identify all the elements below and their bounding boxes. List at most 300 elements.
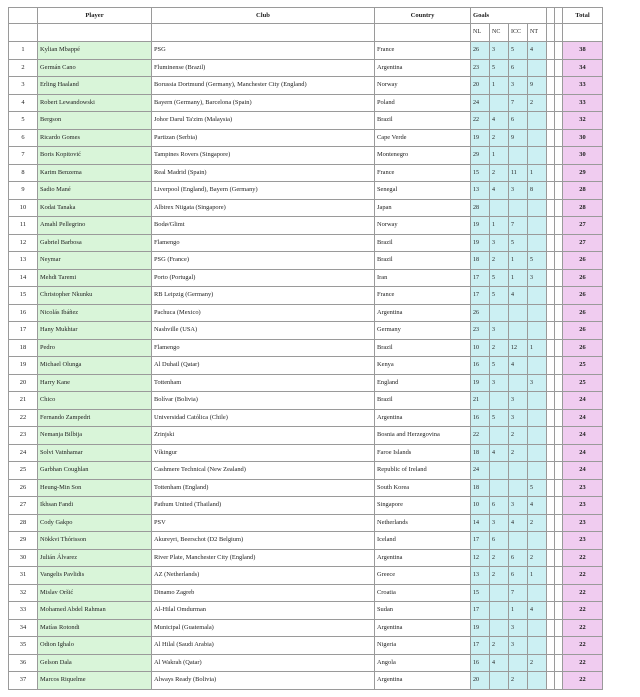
- rank-cell: 13: [9, 252, 38, 270]
- table-row: [9, 112, 603, 130]
- gap-cell: [555, 252, 563, 270]
- gap-cell: [547, 287, 555, 305]
- total-cell: 22: [563, 654, 603, 672]
- nc-cell: 3: [490, 374, 509, 392]
- table-row: [9, 199, 603, 217]
- total-cell: 22: [563, 549, 603, 567]
- icc-cell: 3: [509, 409, 528, 427]
- total-cell: 22: [563, 619, 603, 637]
- subheader-empty: [375, 24, 471, 42]
- gap-cell: [555, 42, 563, 60]
- nl-cell: 20: [471, 672, 490, 690]
- gap-cell: [555, 112, 563, 130]
- nt-cell: 3: [528, 374, 547, 392]
- nc-cell: [490, 304, 509, 322]
- icc-cell: 4: [509, 287, 528, 305]
- club-cell: Flamengo: [152, 339, 375, 357]
- gap-cell: [547, 42, 555, 60]
- nt-cell: [528, 427, 547, 445]
- gap-cell: [555, 304, 563, 322]
- player-cell: Christopher Nkunku: [38, 287, 152, 305]
- rank-cell: 21: [9, 392, 38, 410]
- nc-cell: 5: [490, 59, 509, 77]
- icc-cell: 2: [509, 672, 528, 690]
- player-cell: Solvi Vatnhamar: [38, 444, 152, 462]
- nl-cell: 15: [471, 584, 490, 602]
- icc-cell: 3: [509, 77, 528, 95]
- total-cell: 26: [563, 304, 603, 322]
- total-cell: 24: [563, 462, 603, 480]
- gap-header-1: [547, 8, 555, 24]
- club-cell: Liverpool (England), Bayern (Germany): [152, 182, 375, 200]
- rank-cell: 36: [9, 654, 38, 672]
- gap-cell: [547, 409, 555, 427]
- table-row: [9, 164, 603, 182]
- country-cell: France: [375, 164, 471, 182]
- nt-cell: [528, 532, 547, 550]
- gap-cell: [555, 549, 563, 567]
- icc-cell: 7: [509, 584, 528, 602]
- table-row: [9, 304, 603, 322]
- club-cell: Tampines Rovers (Singapore): [152, 147, 375, 165]
- country-cell: Brazil: [375, 392, 471, 410]
- icc-cell: 7: [509, 94, 528, 112]
- player-header: Player: [38, 8, 152, 24]
- nl-cell: 24: [471, 94, 490, 112]
- gap-cell: [555, 217, 563, 235]
- rank-cell: 4: [9, 94, 38, 112]
- table-row: [9, 444, 603, 462]
- nc-cell: 1: [490, 77, 509, 95]
- nl-cell: 19: [471, 374, 490, 392]
- nt-cell: 4: [528, 602, 547, 620]
- country-cell: Greece: [375, 567, 471, 585]
- total-cell: 24: [563, 427, 603, 445]
- rank-cell: 27: [9, 497, 38, 515]
- player-cell: Matías Rotondi: [38, 619, 152, 637]
- rank-cell: 28: [9, 514, 38, 532]
- country-cell: Senegal: [375, 182, 471, 200]
- rank-cell: 37: [9, 672, 38, 690]
- total-cell: 29: [563, 164, 603, 182]
- rank-header: [9, 8, 38, 24]
- rank-cell: 1: [9, 42, 38, 60]
- nl-cell: 13: [471, 182, 490, 200]
- nc-cell: 3: [490, 514, 509, 532]
- country-cell: Japan: [375, 199, 471, 217]
- rank-cell: 18: [9, 339, 38, 357]
- club-cell: Akureyri, Beerschot (D2 Belgium): [152, 532, 375, 550]
- icc-cell: [509, 462, 528, 480]
- rank-cell: 10: [9, 199, 38, 217]
- gap-cell: [555, 77, 563, 95]
- nt-cell: 1: [528, 164, 547, 182]
- gap-cell: [555, 427, 563, 445]
- table-row: [9, 269, 603, 287]
- gap-cell: [547, 462, 555, 480]
- total-cell: 28: [563, 182, 603, 200]
- club-cell: Fluminense (Brazil): [152, 59, 375, 77]
- gap-cell: [555, 164, 563, 182]
- club-cell: Al Hilal (Saudi Arabia): [152, 637, 375, 655]
- nt-cell: [528, 672, 547, 690]
- nt-cell: [528, 59, 547, 77]
- player-cell: Harry Kane: [38, 374, 152, 392]
- nl-cell: 24: [471, 462, 490, 480]
- table-row: [9, 514, 603, 532]
- nt-cell: 2: [528, 94, 547, 112]
- player-cell: Karim Benzema: [38, 164, 152, 182]
- rank-cell: 33: [9, 602, 38, 620]
- table-row: [9, 619, 603, 637]
- nl-cell: 19: [471, 619, 490, 637]
- nl-cell: 21: [471, 392, 490, 410]
- total-cell: 26: [563, 269, 603, 287]
- total-cell: 22: [563, 602, 603, 620]
- icc-cell: [509, 479, 528, 497]
- gap-cell: [555, 357, 563, 375]
- nc-cell: 4: [490, 112, 509, 130]
- nt-cell: [528, 637, 547, 655]
- nc-cell: 3: [490, 322, 509, 340]
- country-cell: France: [375, 42, 471, 60]
- club-cell: Al Duhail (Qatar): [152, 357, 375, 375]
- gap-cell: [555, 147, 563, 165]
- club-cell: Universidad Católica (Chile): [152, 409, 375, 427]
- icc-cell: 1: [509, 269, 528, 287]
- rank-cell: 23: [9, 427, 38, 445]
- nt-cell: 5: [528, 252, 547, 270]
- rank-cell: 3: [9, 77, 38, 95]
- gap-cell: [555, 94, 563, 112]
- country-cell: Brazil: [375, 234, 471, 252]
- nt-cell: 5: [528, 479, 547, 497]
- country-cell: Argentina: [375, 409, 471, 427]
- icc-cell: 6: [509, 567, 528, 585]
- nc-cell: 2: [490, 549, 509, 567]
- gap-cell: [555, 444, 563, 462]
- gap-cell: [555, 532, 563, 550]
- country-cell: England: [375, 374, 471, 392]
- table-row: [9, 567, 603, 585]
- table-row: [9, 584, 603, 602]
- gap-cell: [547, 479, 555, 497]
- gap-cell: [555, 567, 563, 585]
- gap-cell: [547, 322, 555, 340]
- total-cell: 32: [563, 112, 603, 130]
- club-cell: Porto (Portugal): [152, 269, 375, 287]
- club-cell: Real Madrid (Spain): [152, 164, 375, 182]
- total-cell: 27: [563, 234, 603, 252]
- table-row: [9, 77, 603, 95]
- nt-cell: [528, 444, 547, 462]
- nc-cell: 1: [490, 147, 509, 165]
- icc-cell: 4: [509, 357, 528, 375]
- country-cell: Brazil: [375, 112, 471, 130]
- player-cell: Kylian Mbappé: [38, 42, 152, 60]
- icc-cell: 3: [509, 619, 528, 637]
- rank-cell: 31: [9, 567, 38, 585]
- nc-cell: 2: [490, 339, 509, 357]
- player-cell: Cody Gakpo: [38, 514, 152, 532]
- rank-cell: 16: [9, 304, 38, 322]
- nt-cell: [528, 322, 547, 340]
- nl-cell: 12: [471, 549, 490, 567]
- country-cell: Faroe Islands: [375, 444, 471, 462]
- country-cell: Germany: [375, 322, 471, 340]
- nc-cell: [490, 619, 509, 637]
- table-row: [9, 287, 603, 305]
- icc-cell: 6: [509, 112, 528, 130]
- rank-cell: 17: [9, 322, 38, 340]
- nt-cell: [528, 199, 547, 217]
- nl-cell: 22: [471, 427, 490, 445]
- nl-cell: 17: [471, 602, 490, 620]
- club-cell: Flamengo: [152, 234, 375, 252]
- country-cell: Norway: [375, 217, 471, 235]
- table-row: [9, 392, 603, 410]
- table-row: [9, 479, 603, 497]
- nc-cell: 5: [490, 269, 509, 287]
- player-cell: Gabriel Barbosa: [38, 234, 152, 252]
- country-cell: Argentina: [375, 619, 471, 637]
- country-cell: Argentina: [375, 549, 471, 567]
- gap-cell: [547, 602, 555, 620]
- nl-cell: 14: [471, 514, 490, 532]
- nc-cell: [490, 199, 509, 217]
- rank-cell: 11: [9, 217, 38, 235]
- gap-cell: [547, 182, 555, 200]
- subheader-empty: [563, 24, 603, 42]
- gap-cell: [547, 619, 555, 637]
- gap-cell: [547, 357, 555, 375]
- subheader-empty: [555, 24, 563, 42]
- nt-cell: [528, 287, 547, 305]
- icc-cell: 4: [509, 514, 528, 532]
- icc-cell: 3: [509, 497, 528, 515]
- icc-cell: 2: [509, 444, 528, 462]
- country-cell: Republic of Ireland: [375, 462, 471, 480]
- nc-cell: 6: [490, 532, 509, 550]
- nc-cell: [490, 462, 509, 480]
- gap-cell: [555, 602, 563, 620]
- nl-cell: 16: [471, 357, 490, 375]
- player-cell: Fernando Zampedri: [38, 409, 152, 427]
- total-cell: 23: [563, 497, 603, 515]
- player-cell: Heung-Min Son: [38, 479, 152, 497]
- nl-header: NL: [471, 24, 490, 42]
- player-cell: Nemanja Bilbija: [38, 427, 152, 445]
- player-cell: Germán Cano: [38, 59, 152, 77]
- total-cell: 22: [563, 584, 603, 602]
- gap-cell: [555, 269, 563, 287]
- total-cell: 27: [563, 217, 603, 235]
- total-cell: 23: [563, 532, 603, 550]
- nc-cell: [490, 602, 509, 620]
- nl-cell: 17: [471, 269, 490, 287]
- club-cell: Johor Darul Ta'zim (Malaysia): [152, 112, 375, 130]
- gap-cell: [547, 199, 555, 217]
- goalscorers-table-wrapper: [8, 7, 603, 690]
- gap-cell: [547, 59, 555, 77]
- player-cell: Vangelis Pavlidis: [38, 567, 152, 585]
- nl-cell: 17: [471, 532, 490, 550]
- player-cell: Julián Álvarez: [38, 549, 152, 567]
- country-cell: South Korea: [375, 479, 471, 497]
- total-cell: 26: [563, 339, 603, 357]
- gap-cell: [547, 532, 555, 550]
- nt-cell: 2: [528, 514, 547, 532]
- gap-cell: [547, 94, 555, 112]
- rank-cell: 8: [9, 164, 38, 182]
- icc-cell: [509, 322, 528, 340]
- gap-cell: [555, 584, 563, 602]
- gap-cell: [555, 182, 563, 200]
- player-cell: Mohamed Abdel Rahman: [38, 602, 152, 620]
- icc-cell: 12: [509, 339, 528, 357]
- gap-cell: [555, 322, 563, 340]
- table-row: [9, 94, 603, 112]
- club-cell: Always Ready (Bolivia): [152, 672, 375, 690]
- nt-cell: 8: [528, 182, 547, 200]
- icc-cell: [509, 532, 528, 550]
- rank-cell: 15: [9, 287, 38, 305]
- player-cell: Garbhan Coughlan: [38, 462, 152, 480]
- gap-cell: [547, 584, 555, 602]
- subheader-empty: [547, 24, 555, 42]
- player-cell: Amahl Pellegrino: [38, 217, 152, 235]
- icc-cell: 5: [509, 42, 528, 60]
- table-row: [9, 59, 603, 77]
- club-cell: Borussia Dortmund (Germany), Manchester City (England): [152, 77, 375, 95]
- icc-cell: 7: [509, 217, 528, 235]
- gap-cell: [547, 427, 555, 445]
- country-cell: Norway: [375, 77, 471, 95]
- subheader-empty: [152, 24, 375, 42]
- nl-cell: 19: [471, 129, 490, 147]
- total-header: Total: [563, 8, 603, 24]
- club-cell: Partizan (Serbia): [152, 129, 375, 147]
- icc-cell: 11: [509, 164, 528, 182]
- player-cell: Erling Haaland: [38, 77, 152, 95]
- nc-cell: 4: [490, 654, 509, 672]
- icc-cell: [509, 654, 528, 672]
- club-cell: Tottenham (England): [152, 479, 375, 497]
- gap-cell: [555, 479, 563, 497]
- table-row: [9, 182, 603, 200]
- table-row: [9, 322, 603, 340]
- player-cell: Boris Kopitović: [38, 147, 152, 165]
- nt-cell: [528, 409, 547, 427]
- rank-cell: 22: [9, 409, 38, 427]
- icc-cell: [509, 374, 528, 392]
- player-cell: Robert Lewandowski: [38, 94, 152, 112]
- club-cell: Bodø/Glimt: [152, 217, 375, 235]
- icc-cell: 1: [509, 252, 528, 270]
- total-cell: 26: [563, 322, 603, 340]
- nt-cell: 1: [528, 567, 547, 585]
- gap-cell: [555, 374, 563, 392]
- gap-cell: [547, 304, 555, 322]
- player-cell: Kodai Tanaka: [38, 199, 152, 217]
- icc-header: ICC: [509, 24, 528, 42]
- player-cell: Nicolás Ibáñez: [38, 304, 152, 322]
- icc-cell: 2: [509, 427, 528, 445]
- nt-cell: 4: [528, 42, 547, 60]
- nc-cell: [490, 427, 509, 445]
- gap-cell: [555, 637, 563, 655]
- nc-cell: 2: [490, 567, 509, 585]
- club-cell: Cashmere Technical (New Zealand): [152, 462, 375, 480]
- goals-header: Goals: [471, 8, 547, 24]
- table-row: [9, 234, 603, 252]
- rank-cell: 32: [9, 584, 38, 602]
- nt-cell: 1: [528, 339, 547, 357]
- rank-cell: 14: [9, 269, 38, 287]
- country-cell: Argentina: [375, 672, 471, 690]
- gap-cell: [555, 392, 563, 410]
- gap-cell: [547, 112, 555, 130]
- rank-cell: 25: [9, 462, 38, 480]
- player-cell: Michael Olunga: [38, 357, 152, 375]
- club-cell: Bayern (Germany), Barcelona (Spain): [152, 94, 375, 112]
- club-cell: Al Wakrah (Qatar): [152, 654, 375, 672]
- gap-cell: [555, 409, 563, 427]
- nl-cell: 15: [471, 164, 490, 182]
- club-cell: Al-Hilal Omdurman: [152, 602, 375, 620]
- icc-cell: 6: [509, 549, 528, 567]
- subheader-empty: [38, 24, 152, 42]
- rank-cell: 5: [9, 112, 38, 130]
- gap-cell: [555, 234, 563, 252]
- icc-cell: 9: [509, 129, 528, 147]
- subheader-row: [9, 24, 603, 42]
- nt-cell: [528, 619, 547, 637]
- club-cell: Pathum United (Thailand): [152, 497, 375, 515]
- nt-cell: [528, 304, 547, 322]
- rank-cell: 30: [9, 549, 38, 567]
- nt-cell: [528, 462, 547, 480]
- club-cell: River Plate, Manchester City (England): [152, 549, 375, 567]
- player-cell: Nökkvi Thórisson: [38, 532, 152, 550]
- club-cell: Víkingur: [152, 444, 375, 462]
- total-cell: 22: [563, 567, 603, 585]
- total-cell: 26: [563, 287, 603, 305]
- nl-cell: 26: [471, 304, 490, 322]
- club-header: Club: [152, 8, 375, 24]
- gap-cell: [555, 129, 563, 147]
- table-row: [9, 602, 603, 620]
- rank-cell: 12: [9, 234, 38, 252]
- country-cell: Brazil: [375, 339, 471, 357]
- total-cell: 26: [563, 252, 603, 270]
- icc-cell: 3: [509, 182, 528, 200]
- country-cell: Netherlands: [375, 514, 471, 532]
- player-cell: Chico: [38, 392, 152, 410]
- nc-header: NC: [490, 24, 509, 42]
- country-cell: Angola: [375, 654, 471, 672]
- total-cell: 22: [563, 637, 603, 655]
- subheader-empty: [9, 24, 38, 42]
- gap-cell: [547, 339, 555, 357]
- nc-cell: 4: [490, 444, 509, 462]
- rank-cell: 19: [9, 357, 38, 375]
- gap-cell: [547, 129, 555, 147]
- table-row: [9, 409, 603, 427]
- nc-cell: [490, 584, 509, 602]
- player-cell: Ricardo Gomes: [38, 129, 152, 147]
- table-row: [9, 374, 603, 392]
